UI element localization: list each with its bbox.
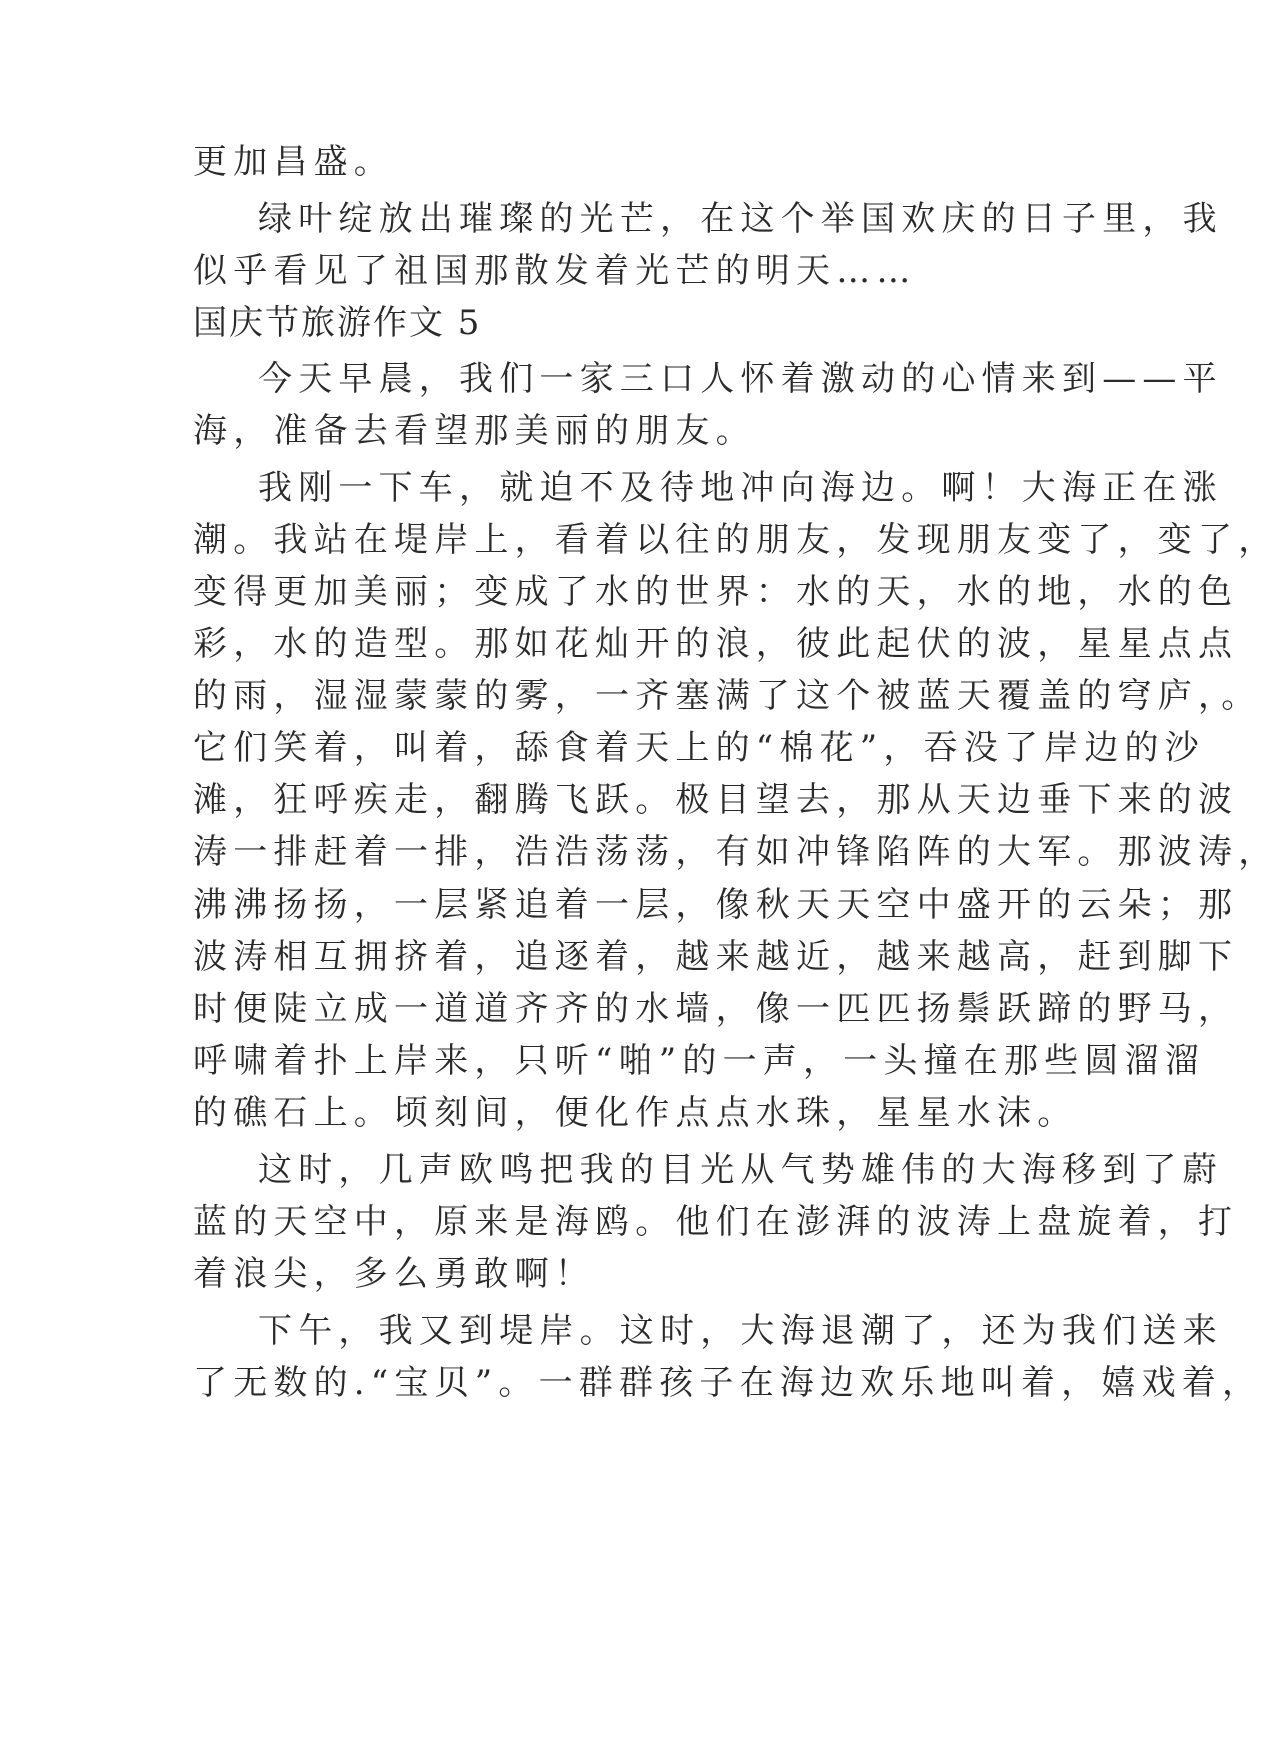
text-line: 海，准备去看望那美丽的朋友。 <box>193 411 756 451</box>
text-line: 的雨，湿湿蒙蒙的雾，一齐塞满了这个被蓝天覆盖的穹庐，。 <box>193 676 1262 716</box>
text-line: 了无数的.“宝贝”。一群群孩子在海边欢乐地叫着，嬉戏着， <box>193 1363 1263 1403</box>
text-line: 沸沸扬扬，一层紧追着一层，像秋天天空中盛开的云朵；那 <box>193 885 1239 925</box>
text-line: 时便陡立成一道道齐齐的水墙，像一匹匹扬鬃跃蹄的野马， <box>193 989 1239 1029</box>
text-line: 的礁石上。顷刻间，便化作点点水珠，星星水沫。 <box>193 1093 1078 1133</box>
paragraph-first-line: 今天早晨，我们一家三口人怀着激动的心情来到——平 <box>258 359 1223 399</box>
text-line: 潮。我站在堤岸上，看着以往的朋友，发现朋友变了，变了， <box>193 520 1278 560</box>
text-line: 蓝的天空中，原来是海鸥。他们在澎湃的波涛上盘旋着，打 <box>193 1202 1239 1242</box>
text-line: 着浪尖，多么勇敢啊！ <box>193 1254 595 1294</box>
paragraph-first-line: 这时，几声欧鸣把我的目光从气势雄伟的大海移到了蔚 <box>258 1150 1223 1190</box>
text-line: 它们笑着，叫着，舔食着天上的“棉花”，吞没了岸边的沙 <box>193 728 1205 768</box>
text-line: 更加昌盛。 <box>193 142 394 182</box>
text-line: 涛一排赶着一排，浩浩荡荡，有如冲锋陷阵的大军。那波涛， <box>193 832 1278 872</box>
paragraph-first-line: 下午，我又到堤岸。这时，大海退潮了，还为我们送来 <box>258 1311 1223 1351</box>
text-line: 变得更加美丽；变成了水的世界：水的天，水的地，水的色 <box>193 572 1239 612</box>
text-line: 彩，水的造型。那如花灿开的浪，彼此起伏的波，星星点点 <box>193 624 1239 664</box>
text-line: 似乎看见了祖国那散发着光芒的明天…… <box>193 251 917 291</box>
text-line: 呼啸着扑上岸来，只听“啪”的一声，一头撞在那些圆溜溜 <box>193 1041 1205 1081</box>
text-line: 波涛相互拥挤着，追逐着，越来越近，越来越高，赶到脚下 <box>193 937 1239 977</box>
paragraph-first-line: 绿叶绽放出璀璨的光芒，在这个举国欢庆的日子里，我 <box>258 199 1223 239</box>
section-heading: 国庆节旅游作文 5 <box>193 303 482 343</box>
text-line: 滩，狂呼疾走，翻腾飞跃。极目望去，那从天边垂下来的波 <box>193 780 1239 820</box>
paragraph-first-line: 我刚一下车，就迫不及待地冲向海边。啊！大海正在涨 <box>258 468 1223 508</box>
